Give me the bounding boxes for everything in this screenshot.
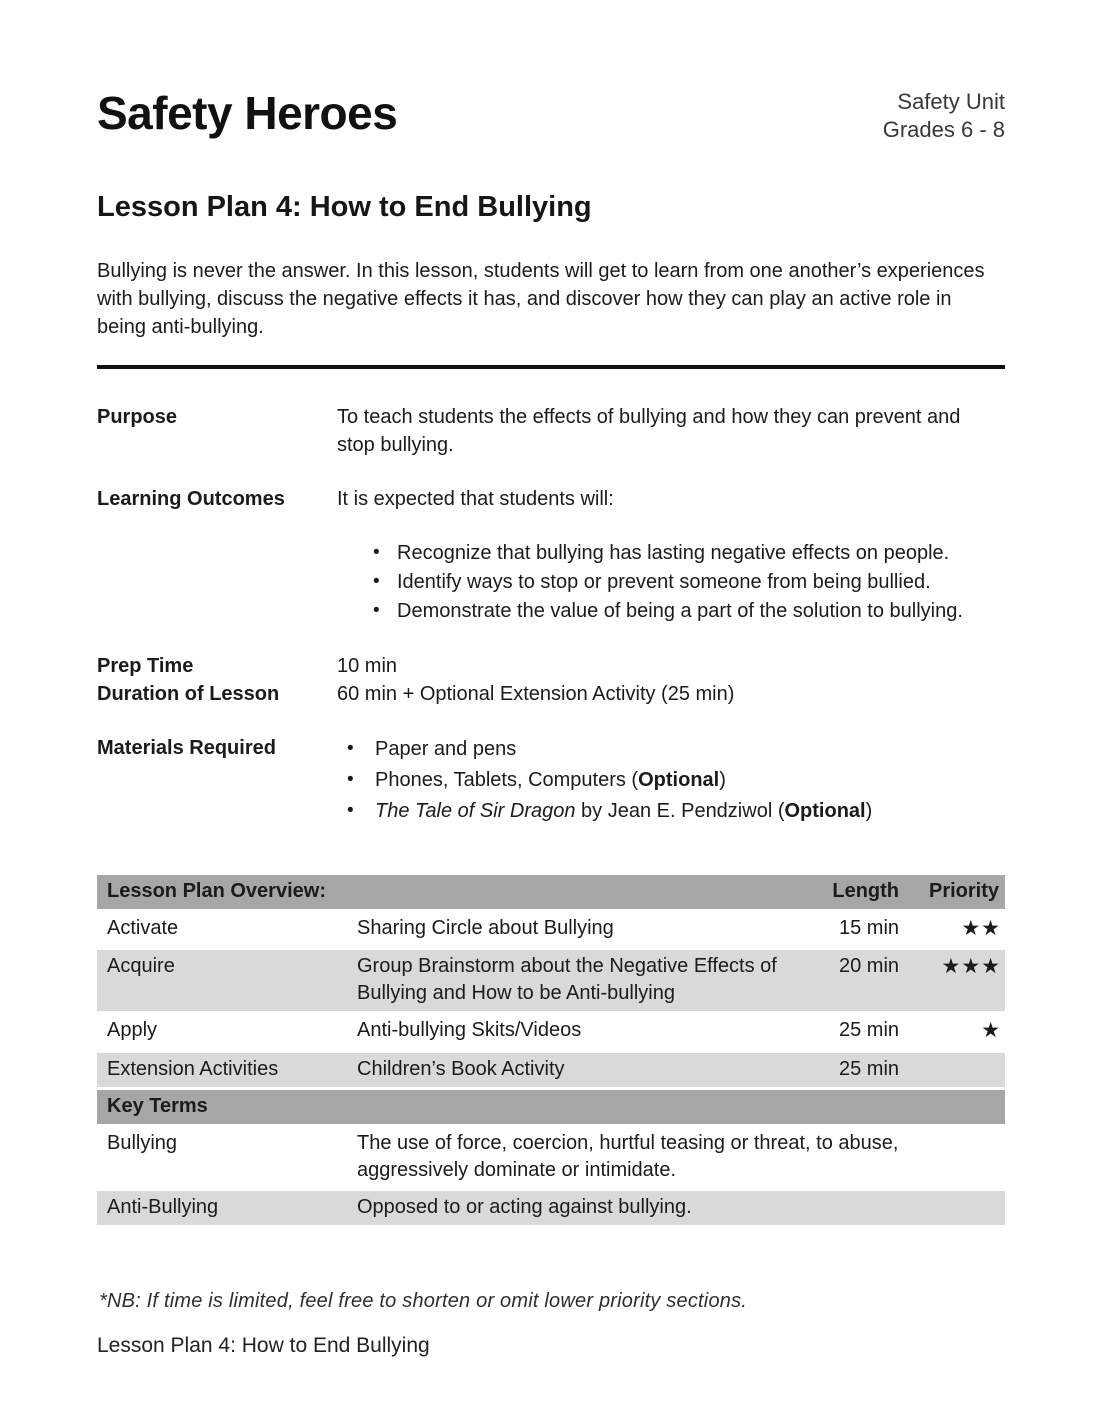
prep-time-value: 10 min — [337, 655, 398, 678]
prep-time-row — [97, 652, 1005, 680]
intro-paragraph: Bullying is never the answer. In this lesson, students will get to learn from one another’s experiences with bullying, discuss the negative effects it has, and discover how they can play an active role in being anti-bullying. — [97, 260, 985, 339]
text-segment: ) — [865, 800, 873, 823]
section-divider — [97, 365, 1005, 369]
text-segment: Optional — [638, 769, 720, 792]
lesson-overview-table — [97, 875, 1005, 1228]
purpose-label: Purpose — [97, 406, 178, 429]
material-item — [347, 765, 987, 796]
outcomes-content — [337, 485, 1005, 626]
outcomes-list — [337, 539, 1005, 626]
key-terms-header: Key Terms — [97, 1088, 1005, 1125]
activity-cell: Apply — [97, 1013, 347, 1051]
outcomes-lead: It is expected that students will: — [337, 488, 614, 511]
priority-stars-cell: ★★★ — [905, 949, 1005, 1013]
activity-cell: Activate — [97, 911, 347, 949]
activity-cell: Acquire — [97, 949, 347, 1013]
text-segment: The Tale of Sir Dragon — [375, 800, 576, 823]
text-segment: Paper and pens — [375, 738, 517, 761]
outcome-item: • Recognize that bullying has lasting negative effects on people. — [373, 539, 1005, 568]
duration-value: 60 min + Optional Extension Activity (25 min) — [337, 683, 735, 706]
key-term-row — [97, 1125, 1005, 1189]
term-cell: Bullying — [97, 1125, 347, 1189]
material-item — [347, 796, 987, 827]
overview-row — [97, 1013, 1005, 1051]
priority-stars-cell: ★ — [905, 1013, 1005, 1051]
priority-stars-cell — [905, 1051, 1005, 1088]
outcome-item: • Identify ways to stop or prevent someone from being bullied. — [373, 568, 1005, 597]
purpose-row — [97, 403, 1005, 459]
text-segment: Phones, Tablets, Computers ( — [375, 769, 639, 792]
overview-row — [97, 1051, 1005, 1088]
brand-title: Safety Heroes — [97, 87, 398, 139]
overview-header-row — [97, 875, 1005, 911]
priority-column-header: Priority — [905, 875, 1005, 911]
unit-info — [883, 88, 1005, 144]
outcomes-label: Learning Outcomes — [97, 488, 285, 511]
page-footer: Lesson Plan 4: How to End Bullying — [97, 1334, 430, 1357]
text-segment: by Jean E. Pendziwol ( — [575, 800, 785, 823]
term-cell: Anti-Bullying — [97, 1189, 347, 1226]
materials-label: Materials Required — [97, 737, 276, 760]
purpose-text: To teach students the effects of bullying and how they can prevent and stop bullying. — [337, 406, 961, 457]
materials-list — [337, 734, 1005, 827]
length-cell: 25 min — [815, 1051, 905, 1088]
overview-row — [97, 949, 1005, 1013]
unit-name: Safety Unit — [897, 89, 1005, 114]
length-cell: 20 min — [815, 949, 905, 1013]
priority-note: *NB: If time is limited, feel free to shorten or omit lower priority sections. — [99, 1289, 748, 1312]
duration-label: Duration of Lesson — [97, 683, 280, 706]
activity-cell: Extension Activities — [97, 1051, 347, 1088]
definition-cell: The use of force, coercion, hurtful teasing or threat, to abuse, aggressively dominate or intimidate. — [347, 1125, 1005, 1189]
outcome-item: • Demonstrate the value of being a part of the solution to bullying. — [373, 597, 1005, 626]
priority-stars-cell: ★★ — [905, 911, 1005, 949]
length-cell: 25 min — [815, 1013, 905, 1051]
grade-range: Grades 6 - 8 — [882, 117, 1005, 143]
key-term-row — [97, 1189, 1005, 1226]
length-cell: 15 min — [815, 911, 905, 949]
overview-title: Lesson Plan Overview: — [97, 875, 815, 911]
description-cell: Sharing Circle about Bullying — [347, 911, 815, 949]
lesson-details — [97, 403, 1005, 827]
length-column-header: Length — [815, 875, 905, 911]
description-cell: Group Brainstorm about the Negative Effects of Bullying and How to be Anti-bullying — [347, 949, 815, 1013]
description-cell: Anti-bullying Skits/Videos — [347, 1013, 815, 1051]
overview-rows — [97, 911, 1005, 1089]
prep-time-label: Prep Time — [97, 655, 194, 678]
description-cell: Children’s Book Activity — [347, 1051, 815, 1088]
overview-row — [97, 911, 1005, 949]
definition-cell: Opposed to or acting against bullying. — [347, 1189, 1005, 1226]
text-segment: Optional — [784, 800, 866, 823]
key-terms-rows — [97, 1125, 1005, 1226]
duration-row — [97, 680, 1005, 708]
material-item — [347, 734, 987, 765]
key-terms-header-row — [97, 1088, 1005, 1125]
outcomes-row — [97, 485, 1005, 626]
lesson-title: Lesson Plan 4: How to End Bullying — [97, 191, 592, 224]
text-segment: ) — [719, 769, 726, 792]
materials-row — [97, 734, 1005, 827]
masthead — [97, 88, 1005, 144]
